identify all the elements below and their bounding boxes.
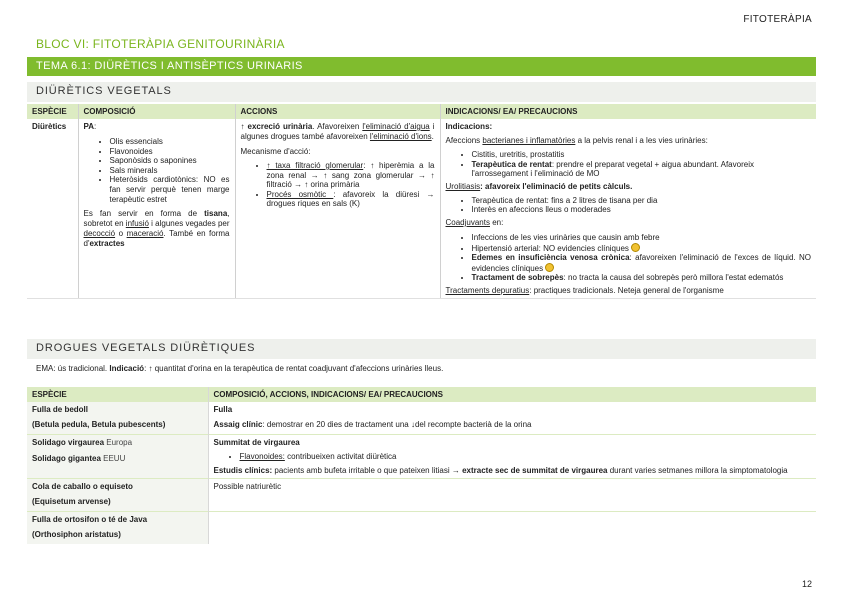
part-title: Summitat de virgaurea <box>213 437 300 447</box>
species-name: Solidago gigantea <box>32 454 101 464</box>
afeccions-list <box>446 150 812 179</box>
list-item: • Heteròsids cardiotònics: NO es fan servir perquè tenen marge terapèutic estret <box>110 175 230 204</box>
coadjuvants-line <box>446 218 812 228</box>
text-underline: bacterianes i inflamatòries <box>482 136 576 145</box>
text: i algunes drogues també afavoreixen <box>240 122 435 141</box>
section-drogues-vegetals: DROGUES VEGETALS DIÜRÈTIQUES <box>27 339 816 359</box>
species-name: Cola de caballo o equiseto <box>32 481 133 491</box>
coadjuvants-list <box>446 233 812 283</box>
list-item <box>472 243 812 254</box>
description-cell <box>208 434 816 478</box>
text: : afavoreix la diüresi → drogues riques en sals (K) <box>266 189 435 209</box>
text-bold: : afavoreix l'eliminació de petits càlculs. <box>480 181 633 191</box>
text: Afeccions <box>445 136 483 145</box>
text: : ↑ quantitat d'orina en la terapèutica de rentat coadjuvant d'afeccions urinàries lleus. <box>144 364 444 373</box>
text-underline: Flavonoides: <box>239 452 285 462</box>
section-diuretics-vegetals: DIÜRÈTICS VEGETALS <box>27 82 816 102</box>
text-underline: maceració <box>126 229 164 239</box>
list-item <box>267 190 435 209</box>
text: . També en forma d' <box>83 229 230 249</box>
tractaments-line <box>446 286 812 296</box>
composicio-paragraph <box>84 209 230 249</box>
text-bold: extractes <box>89 239 125 249</box>
composicio-cell: PA: • Olis essencials • Flavonoides • Saponòsids o saponines • Sals minerals • Heteròsids cardiotònics: NO es fan servir perquè tenen marge terapèutic estret Es fan servir en forma de tisana, sobretot en infusió i algunes vegades per decocció o maceració. També en forma d'extractes <box>78 119 235 298</box>
description-cell <box>208 478 816 511</box>
text: durant varies setmanes millora la simptomatologia <box>607 465 788 475</box>
text: : demostrar en 20 dies de tractament una ↓del recompte bacterià de la orina <box>262 420 532 430</box>
text-bold: Indicació <box>109 364 145 373</box>
col-header-indicacions: INDICACIONS/ EA/ PRECAUCIONS <box>440 104 816 119</box>
table-row <box>27 511 816 543</box>
text-bold: → extracte sec de summitat de virgaurea <box>451 465 608 475</box>
list-item <box>472 253 812 273</box>
text-underline: Urolitiasis <box>445 181 481 191</box>
text: : prendre el preparat vegetal + aigua abundant. Afavoreix l'arrossegament i l'eliminació de MO <box>471 159 754 179</box>
text-underline: Tractaments depuratius <box>445 285 530 295</box>
table-row <box>27 478 816 511</box>
table-header-row <box>27 104 816 119</box>
table-row <box>27 434 816 478</box>
text-underline: l'eliminació d'aigua <box>362 122 430 131</box>
species-latin: (Betula pedula, Betula pubescents) <box>32 420 166 430</box>
col-header-especie: ESPÈCIE <box>27 387 208 402</box>
pa-label: PA <box>83 122 95 131</box>
especie-cell: Diürètics <box>27 119 78 298</box>
pa-list <box>84 137 230 204</box>
list-item: • Flavonoides <box>110 147 230 157</box>
text-bold: excreció urinària <box>247 122 313 131</box>
col-header-composicio-accions: COMPOSICIÓ, ACCIONS, INDICACIONS/ EA/ PRECAUCIONS <box>208 387 816 402</box>
list-item: • Infeccions de les vies urinàries que causin amb febre <box>472 233 812 243</box>
text-underline: decocció <box>83 229 116 239</box>
text: Europa <box>104 437 133 447</box>
accions-cell <box>235 119 440 298</box>
text: . <box>431 132 434 141</box>
text: contribueixen activitat diürètica <box>284 452 397 462</box>
text-underline: Coadjuvants <box>445 217 490 227</box>
sad-face-icon <box>545 263 554 272</box>
species-name: Fulla de bedoll <box>32 405 89 414</box>
description-cell <box>208 402 816 434</box>
mecanisme-label: Mecanisme d'acció: <box>240 147 311 156</box>
text: EEUU <box>100 454 126 464</box>
accions-paragraph <box>241 122 435 142</box>
especie-cell <box>27 478 208 511</box>
text: : ↑ hiperèmia a la zona renal → ↑ sang zona glomerular → ↑ filtració → ↑ orina primària <box>266 161 435 190</box>
text: i algunes vegades per <box>148 219 230 229</box>
text-bold: Assaig clínic <box>213 420 263 430</box>
list-item: • Olis essencials <box>110 137 230 147</box>
text: a la pelvis renal i a les vies urinàries: <box>575 136 708 145</box>
urolitiasis-line <box>446 182 812 192</box>
mecanisme-list <box>241 161 435 209</box>
afeccions-line <box>446 136 812 146</box>
text-underline: l'eliminació d'ions <box>369 132 432 141</box>
list-item: • Sals minerals <box>110 166 230 176</box>
text: , sobretot en <box>83 209 230 229</box>
description-text: Possible natriurètic <box>213 481 282 491</box>
table-row <box>27 119 816 298</box>
text-bold: tisana <box>204 209 228 219</box>
part-title: Fulla <box>213 405 233 414</box>
text: : no tracta la causa del sobrepès però millora l'estat edematós <box>563 273 784 283</box>
diuretics-table <box>27 104 816 299</box>
indicacions-label: Indicacions: <box>445 122 493 131</box>
text: . Afavoreixen <box>312 122 363 131</box>
text: : practiques tradicionals. Neteja general de l'organisme <box>529 285 724 295</box>
bloc-title: BLOC VI: FITOTERÀPIA GENITOURINÀRIA <box>36 37 285 51</box>
text: o <box>115 229 127 239</box>
table-header-row <box>27 387 816 402</box>
drogues-table <box>27 387 816 544</box>
text-underline: Procés osmòtic <box>266 189 334 199</box>
species-name: Fulla de ortosifon o té de Java <box>32 514 148 524</box>
especie-cell <box>27 511 208 543</box>
text: ↑ <box>240 122 248 131</box>
indicacions-cell <box>440 119 816 298</box>
list-item: • Interès en afeccions lleus o moderades <box>472 205 812 215</box>
col-header-especie: ESPÈCIE <box>27 104 78 119</box>
especie-cell <box>27 402 208 434</box>
especie-cell <box>27 434 208 478</box>
species-latin: (Orthosiphon aristatus) <box>32 530 121 540</box>
col-header-accions: ACCIONS <box>235 104 440 119</box>
urolitiasis-list <box>446 196 812 215</box>
tema-title-bar: TEMA 6.1: DIÜRÈTICS I ANTISÈPTICS URINARIS <box>27 57 816 76</box>
text: en: <box>489 217 504 227</box>
species-name: Solidago virgaurea <box>32 437 105 447</box>
list-item <box>472 273 812 283</box>
text: Hipertensió arterial: NO evidencies clíniques <box>471 243 629 253</box>
text-bold: Tractament de sobrepès <box>471 273 564 283</box>
list-item: • Terapèutica de rentat: fins a 2 litres de tisana per dia <box>472 196 812 206</box>
page-number: 12 <box>801 579 812 589</box>
list-item: • Saponòsids o saponines <box>110 156 230 166</box>
table-row <box>27 402 816 434</box>
list-item <box>267 161 435 190</box>
doc-header-label: FITOTERÀPIA <box>743 14 812 25</box>
description-cell <box>208 511 816 543</box>
text: EMA: ús tradicional. <box>36 364 110 373</box>
sad-face-icon <box>631 243 640 252</box>
text-bold: Estudis clínics: <box>213 465 273 475</box>
ema-note <box>36 364 443 373</box>
text-bold: Terapèutica de rentat <box>471 159 552 169</box>
list-item <box>240 452 812 462</box>
list-item <box>472 160 812 179</box>
species-latin: (Equisetum arvense) <box>32 497 111 507</box>
text-underline: infusió <box>125 219 149 229</box>
list-item: • Cistitis, uretritis, prostatitis <box>472 150 812 160</box>
text: Es fan servir en forma de <box>83 209 205 219</box>
text: pacients amb bufeta irritable o que pateixen litiasi <box>272 465 452 475</box>
text-bold: Edemes en insuficiència venosa crònica <box>471 253 630 263</box>
col-header-composicio: COMPOSICIÓ <box>78 104 235 119</box>
text-underline: ↑ taxa filtració glomerular <box>266 161 364 170</box>
text: : afavoreixen l'eliminació de l'exces de líquid. NO evidencies clíniques <box>471 253 811 273</box>
solidago-list <box>214 452 812 462</box>
